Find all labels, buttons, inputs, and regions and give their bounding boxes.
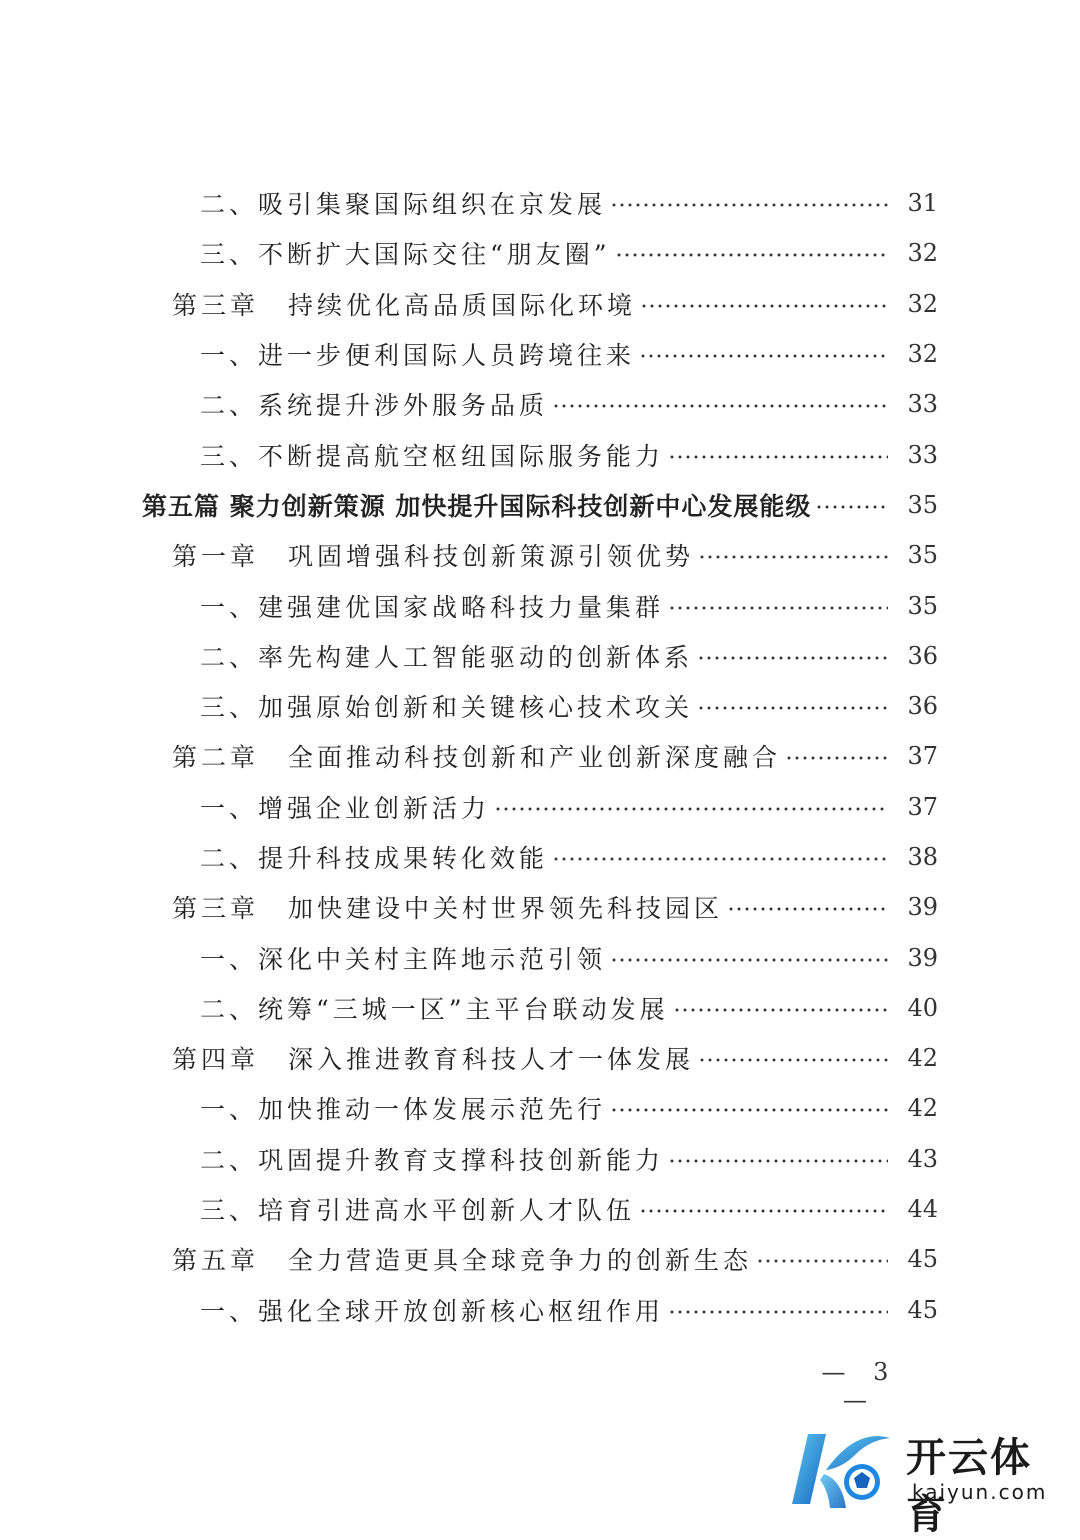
toc-entry-title: 第四章 深入推进教育科技人才一体发展 bbox=[172, 1045, 695, 1075]
toc-entry-page: 33 bbox=[907, 390, 938, 419]
toc-entry bbox=[0, 1083, 1080, 1133]
toc-entry bbox=[0, 681, 1080, 731]
toc-entry-page: 37 bbox=[907, 742, 938, 771]
toc-entry-title: 一、加快推动一体发展示范先行 bbox=[200, 1095, 607, 1125]
toc-entry-title: 二、提升科技成果转化效能 bbox=[200, 844, 549, 873]
toc-entry-title: 一、建强建优国家战略科技力量集群 bbox=[200, 592, 665, 622]
dot-leader bbox=[552, 403, 888, 409]
dot-leader bbox=[639, 353, 888, 359]
dot-leader bbox=[615, 252, 888, 258]
toc-entry-title: 一、增强企业创新活力 bbox=[200, 793, 491, 823]
toc-entry bbox=[0, 782, 1080, 832]
toc-entry-title: 一、深化中关村主阵地示范引领 bbox=[200, 944, 607, 974]
toc-entry-title: 第三章 加快建设中关村世界领先科技园区 bbox=[172, 894, 724, 924]
dot-leader bbox=[610, 1107, 888, 1113]
toc-entry bbox=[0, 178, 1080, 228]
toc-entry-title: 二、率先构建人工智能驱动的创新体系 bbox=[200, 642, 694, 672]
toc-entry-title: 二、巩固提升教育支撑科技创新能力 bbox=[200, 1145, 665, 1175]
toc-entry bbox=[0, 1134, 1080, 1184]
toc-entry-page: 35 bbox=[907, 591, 938, 620]
toc-entry-page: 32 bbox=[907, 239, 938, 268]
dot-leader bbox=[639, 1208, 888, 1214]
toc-entry-page: 35 bbox=[907, 490, 938, 519]
toc-entry-page: 39 bbox=[907, 943, 938, 972]
toc-entry-page: 39 bbox=[907, 893, 938, 922]
toc-entry-title: 三、不断扩大国际交往“朋友圈” bbox=[200, 240, 611, 270]
toc-entry-title: 第二章 全面推动科技创新和产业创新深度融合 bbox=[172, 743, 782, 773]
toc-entry-title: 一、强化全球开放创新核心枢纽作用 bbox=[200, 1296, 665, 1326]
dot-leader bbox=[727, 906, 888, 912]
dot-leader bbox=[668, 454, 888, 460]
toc-entry bbox=[0, 228, 1080, 278]
toc-entry-title: 第五篇 聚力创新策源 加快提升国际科技创新中心发展能级 bbox=[142, 491, 812, 521]
watermark-logo bbox=[786, 1420, 1066, 1538]
toc-entry-page: 32 bbox=[907, 340, 938, 369]
dot-leader bbox=[610, 202, 888, 208]
toc-entry bbox=[0, 631, 1080, 681]
toc-entry bbox=[0, 1184, 1080, 1234]
page-number: — 3 — bbox=[821, 1358, 899, 1414]
toc-entry bbox=[0, 882, 1080, 932]
toc-entry bbox=[0, 279, 1080, 329]
toc-entry-page: 32 bbox=[907, 289, 938, 318]
toc-entry bbox=[0, 1234, 1080, 1284]
watermark-domain: kaiyun.com bbox=[912, 1480, 1048, 1504]
toc-entry-title: 一、进一步便利国际人员跨境往来 bbox=[200, 341, 636, 371]
dot-leader bbox=[552, 856, 888, 862]
toc-entry-title: 三、加强原始创新和关键核心技术攻关 bbox=[200, 693, 694, 723]
toc-entry-title: 三、不断提高航空枢纽国际服务能力 bbox=[200, 441, 665, 471]
dot-leader bbox=[494, 806, 888, 812]
dot-leader bbox=[698, 1057, 888, 1063]
toc-entry bbox=[0, 329, 1080, 379]
dot-leader bbox=[640, 303, 888, 309]
toc-entry bbox=[0, 1033, 1080, 1083]
toc-entry-page: 45 bbox=[907, 1245, 938, 1274]
toc-entry-title: 二、统筹“三城一区”主平台联动发展 bbox=[200, 994, 669, 1024]
toc-entry-page: 36 bbox=[907, 692, 938, 721]
toc-entry bbox=[0, 983, 1080, 1033]
dot-leader bbox=[697, 705, 888, 711]
toc-entry-title: 第三章 持续优化高品质国际化环境 bbox=[172, 290, 637, 320]
toc-entry-title: 第五章 全力营造更具全球竞争力的创新生态 bbox=[172, 1246, 753, 1276]
dot-leader bbox=[756, 1258, 888, 1264]
dot-leader bbox=[697, 655, 888, 661]
toc-entry-page: 31 bbox=[907, 189, 938, 218]
dot-leader bbox=[610, 957, 888, 963]
toc-entry-page: 43 bbox=[907, 1144, 938, 1173]
toc-entry bbox=[0, 932, 1080, 982]
toc-entry bbox=[0, 832, 1080, 882]
toc-entry-page: 42 bbox=[907, 1094, 938, 1123]
toc-entry-page: 37 bbox=[907, 792, 938, 821]
toc-entry bbox=[0, 1285, 1080, 1335]
dot-leader bbox=[673, 1007, 888, 1013]
toc-entry bbox=[0, 480, 1080, 530]
toc-entry-page: 36 bbox=[907, 641, 938, 670]
toc-entry bbox=[0, 379, 1080, 429]
table-of-contents bbox=[0, 178, 1080, 1335]
toc-entry-page: 40 bbox=[907, 993, 938, 1022]
dot-leader bbox=[668, 605, 888, 611]
toc-entry bbox=[0, 530, 1080, 580]
watermark-name: 开云体育 bbox=[906, 1435, 1032, 1538]
toc-entry-page: 33 bbox=[907, 440, 938, 469]
dot-leader bbox=[698, 554, 888, 560]
toc-entry-page: 42 bbox=[907, 1044, 938, 1073]
toc-entry bbox=[0, 580, 1080, 630]
toc-entry-title: 二、系统提升涉外服务品质 bbox=[200, 391, 549, 421]
toc-entry-page: 35 bbox=[907, 541, 938, 570]
toc-entry-page: 38 bbox=[907, 843, 938, 871]
dot-leader bbox=[668, 1158, 888, 1164]
toc-entry-title: 第一章 巩固增强科技创新策源引领优势 bbox=[172, 542, 695, 572]
toc-entry-page: 44 bbox=[907, 1195, 938, 1224]
dot-leader bbox=[815, 504, 888, 510]
dot-leader bbox=[668, 1309, 888, 1315]
toc-entry-title: 三、培育引进高水平创新人才队伍 bbox=[200, 1196, 636, 1226]
toc-entry bbox=[0, 731, 1080, 781]
dot-leader bbox=[785, 755, 888, 761]
toc-entry-title: 二、吸引集聚国际组织在京发展 bbox=[200, 190, 607, 220]
kaiyun-logo-icon bbox=[786, 1420, 896, 1516]
toc-entry-page: 45 bbox=[907, 1295, 938, 1324]
toc-entry bbox=[0, 429, 1080, 479]
